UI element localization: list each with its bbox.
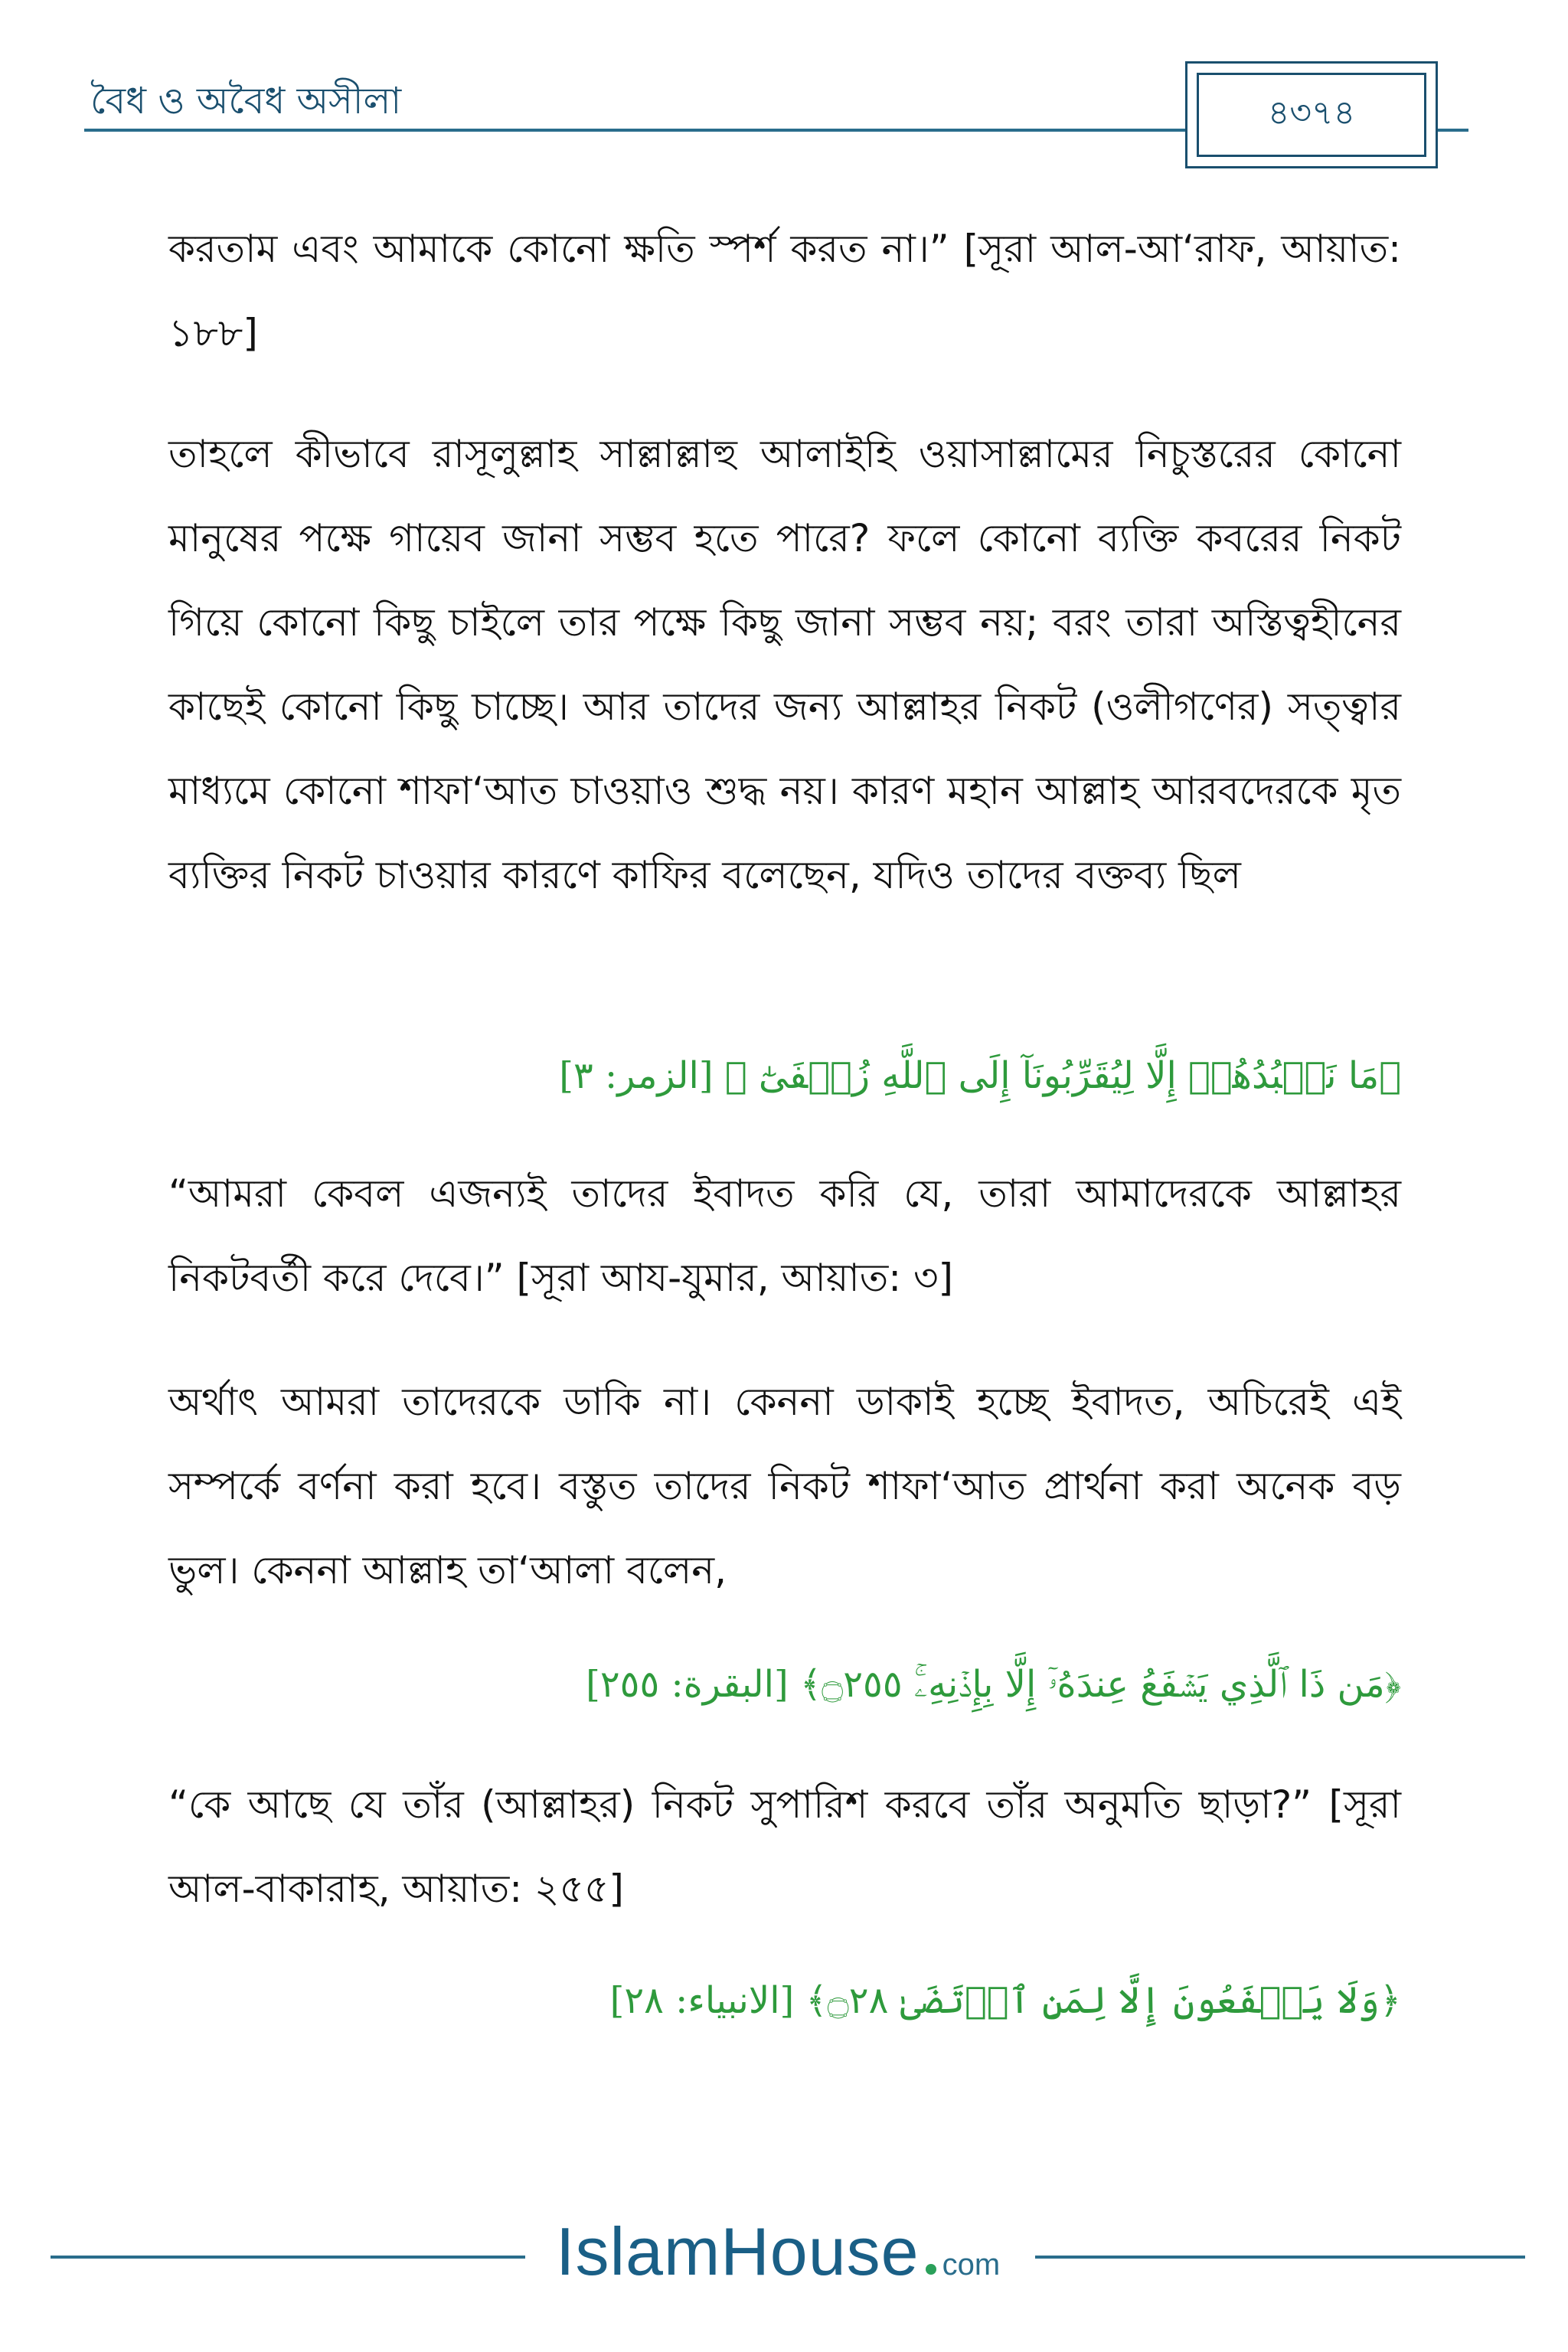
page-number-frame: [1185, 61, 1438, 168]
page-number: ৪৩৭৪: [1197, 73, 1426, 157]
islamhouse-logo: [556, 2213, 1000, 2297]
logo-dot-icon: [926, 2264, 936, 2275]
logo-domain-suffix: com: [942, 2248, 1001, 2282]
footer-rule-right: [1035, 2256, 1525, 2259]
logo-wordmark: IslamHouse: [556, 2213, 920, 2289]
verse-anbiya-28: ﴿وَلَا يَشۡفَعُونَ إِلَّا لِمَنِ ٱرۡتَضَىٰ ۝٢٨﴾ [الانبياء: ٢٨]: [609, 1979, 1401, 2022]
paragraph-intercession: অর্থাৎ আমরা তাদেরকে ডাকি না। কেননা ডাকাই হচ্ছে ইবাদত, অচিরেই এই সম্পর্কে বর্ণনা করা হবে। বস্তুত তাদের নিকট শাফা‘আত প্রার্থনা করা অনেক বড় ভুল। কেননা আল্লাহ তা‘আলা বলেন,: [168, 1380, 1401, 1592]
paragraph-zumar-translation: “আমরা কেবল এজন্যই তাদের ইবাদত করি যে, তারা আমাদেরকে আল্লাহর নিকটবর্তী করে দেবে।” [সূরা আয-যুমার, আয়াত: ৩]: [168, 1171, 1401, 1300]
header-rule-left: [84, 129, 1185, 132]
paragraph-baqarah-translation: “কে আছে যে তাঁর (আল্লাহর) নিকট সুপারিশ করবে তাঁর অনুমতি ছাড়া?” [সূরা আল-বাকারাহ, আয়াত: ২৫৫]: [168, 1782, 1401, 1911]
verse-baqarah-255: ﴿مَن ذَا ٱلَّذِي يَشۡفَعُ عِندَهُۥٓ إِلَّا بِإِذۡنِهِۦۚ ۝٢٥٥﴾ [البقرة: ٢٥٥]: [586, 1663, 1401, 1706]
paragraph-quote-end: করতাম এবং আমাকে কোনো ক্ষতি স্পর্শ করত না।” [সূরা আল-আ‘রাফ, আয়াত: ১৮৮]: [168, 227, 1401, 355]
book-title: বৈধ ও অবৈধ অসীলা: [90, 80, 402, 122]
footer-rule-left: [51, 2256, 525, 2259]
paragraph-knowledge-of-unseen: তাহলে কীভাবে রাসূলুল্লাহ সাল্লাল্লাহু আলাইহি ওয়াসাল্লামের নিচুস্তরের কোনো মানুষের পক্ষে গায়েব জানা সম্ভব হতে পারে? ফলে কোনো ব্যক্তি কবরের নিকট গিয়ে কোনো কিছু চাইলে তার পক্ষে কিছু জানা সম্ভব নয়; বরং তারা অস্তিত্বহীনের কাছেই কোনো কিছু চাচ্ছে। আর তাদের জন্য আল্লাহর নিকট (ওলীগণের) সত্ত্বার মাধ্যমে কোনো শাফা‘আত চাওয়াও শুদ্ধ নয়। কারণ মহান আল্লাহ আরবদেরকে মৃত ব্যক্তির নিকট চাওয়ার কারণে কাফির বলেছেন, যদিও তাদের বক্তব্য ছিল: [168, 432, 1401, 897]
verse-zumar-3: ﴿مَا نَعۡبُدُهُمۡ إِلَّا لِيُقَرِّبُونَآ إِلَى ٱللَّهِ زُلۡفَىٰٓ ﴾ [الزمر: ٣]: [559, 1054, 1401, 1097]
header-rule-right: [1438, 129, 1468, 132]
